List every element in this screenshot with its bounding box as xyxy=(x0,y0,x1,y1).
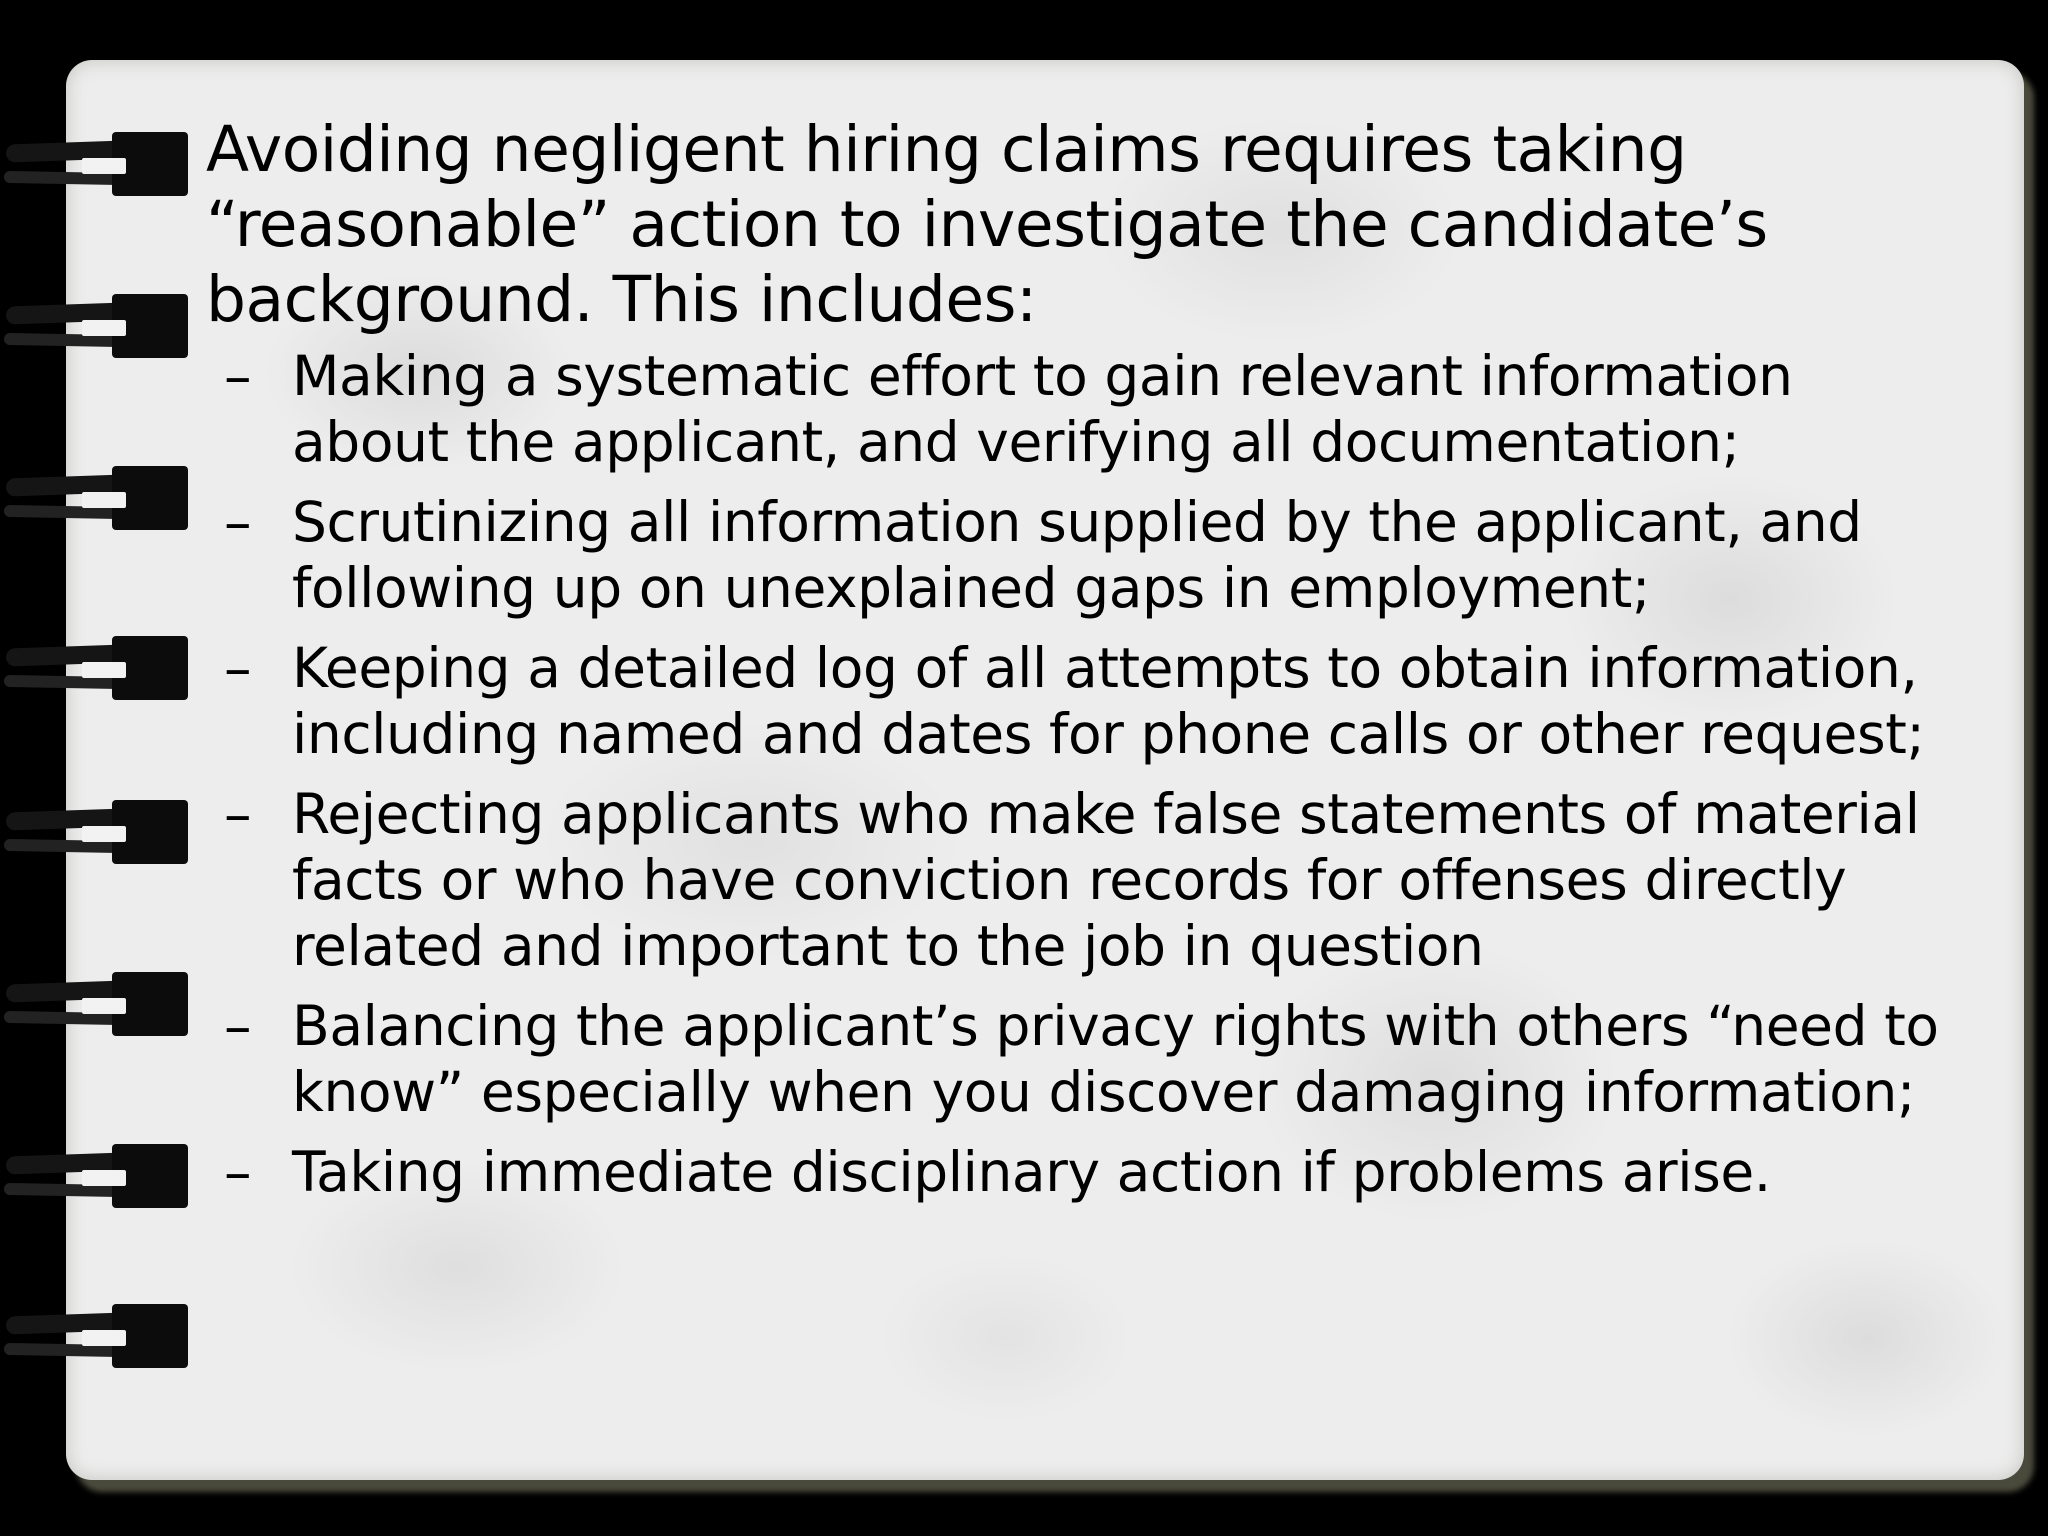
bullet-text: Taking immediate disciplinary action if problems arise. xyxy=(292,1140,1771,1204)
bullet-item xyxy=(206,343,1966,475)
bullet-item xyxy=(206,489,1966,621)
slide-content xyxy=(206,112,1966,1219)
spiral-ring-icon xyxy=(0,632,190,706)
bullet-item xyxy=(206,635,1966,767)
bullet-dash: – xyxy=(224,490,252,554)
spiral-ring-icon xyxy=(0,462,190,536)
bullet-text: Balancing the applicant’s privacy rights with others “need to know” especially when you discover damaging information; xyxy=(292,994,1939,1124)
bullet-item xyxy=(206,993,1966,1125)
bullet-item xyxy=(206,781,1966,979)
bullet-list xyxy=(206,343,1966,1205)
bullet-text: Rejecting applicants who make false statements of material facts or who have conviction records for offenses directly related and important to the job in question xyxy=(292,782,1920,978)
bullet-dash: – xyxy=(224,1140,252,1204)
bullet-text: Making a systematic effort to gain relevant information about the applicant, and verifying all documentation; xyxy=(292,344,1793,474)
bullet-dash: – xyxy=(224,994,252,1058)
spiral-ring-icon xyxy=(0,290,190,364)
spiral-ring-icon xyxy=(0,968,190,1042)
bullet-text: Keeping a detailed log of all attempts to obtain information, including named and dates for phone calls or other request; xyxy=(292,636,1925,766)
spiral-ring-icon xyxy=(0,796,190,870)
spiral-ring-icon xyxy=(0,128,190,202)
bullet-dash: – xyxy=(224,782,252,846)
bullet-item xyxy=(206,1139,1966,1205)
bullet-text: Scrutinizing all information supplied by the applicant, and following up on unexplained gaps in employment; xyxy=(292,490,1862,620)
intro-text: Avoiding negligent hiring claims requires taking “reasonable” action to investigate the candidate’s background. This includes: xyxy=(206,113,1768,336)
bullet-dash: – xyxy=(224,344,252,408)
spiral-ring-icon xyxy=(0,1300,190,1374)
spiral-ring-icon xyxy=(0,1140,190,1214)
bullet-dash: – xyxy=(224,636,252,700)
